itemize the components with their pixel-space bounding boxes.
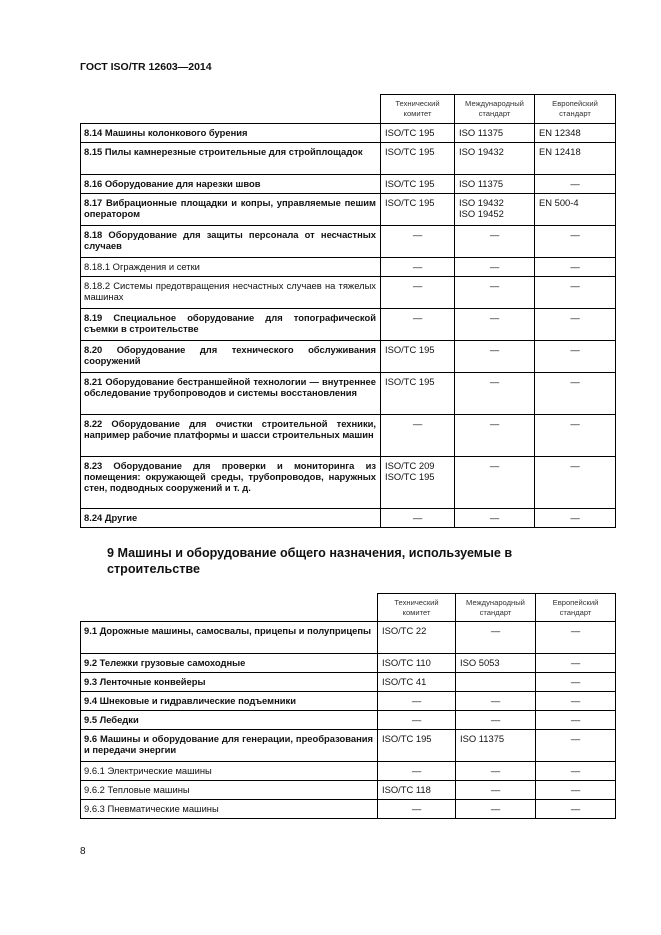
euro-standard-cell: — <box>535 341 616 373</box>
intl-standard-cell: — <box>455 258 535 277</box>
table-row <box>81 622 616 654</box>
euro-standard-cell: EN 500-4 <box>535 194 616 226</box>
header-blank-cell <box>81 95 381 124</box>
euro-standard-cell: — <box>536 673 616 692</box>
item-name-cell: 9.6.3 Пневматические машины <box>81 800 378 819</box>
item-name-cell: 9.3 Ленточные конвейеры <box>81 673 378 692</box>
table-row <box>81 124 616 143</box>
tech-committee-cell: — <box>381 258 455 277</box>
intl-standard-cell: — <box>455 341 535 373</box>
table-row <box>81 762 616 781</box>
item-name-cell: 8.14 Машины колонкового бурения <box>81 124 381 143</box>
tech-committee-cell: — <box>378 762 456 781</box>
euro-standard-cell: — <box>536 800 616 819</box>
intl-standard-cell <box>456 673 536 692</box>
table-row <box>81 277 616 309</box>
euro-standard-cell: — <box>535 509 616 528</box>
intl-standard-cell: — <box>456 800 536 819</box>
table-row <box>81 800 616 819</box>
euro-standard-cell: — <box>535 415 616 457</box>
euro-standard-cell: — <box>535 175 616 194</box>
euro-standard-cell: — <box>535 457 616 509</box>
section-9-title: 9 Машины и оборудование общего назначения, используемые в строительстве <box>107 546 513 576</box>
item-name-cell: 8.17 Вибрационные площадки и копры, управляемые пешим оператором <box>81 194 381 226</box>
table-row <box>81 309 616 341</box>
tech-committee-cell: — <box>381 226 455 258</box>
table-row <box>81 509 616 528</box>
col-header-euro-standard: Европейский стандарт <box>536 594 616 622</box>
euro-standard-cell: — <box>536 654 616 673</box>
intl-standard-cell: ISO 5053 <box>456 654 536 673</box>
item-name-cell: 8.18.1 Ограждения и сетки <box>81 258 381 277</box>
table-row <box>81 673 616 692</box>
euro-standard-cell: — <box>535 226 616 258</box>
tech-committee-cell: — <box>381 509 455 528</box>
tech-committee-cell: — <box>381 415 455 457</box>
euro-standard-cell: — <box>535 277 616 309</box>
item-name-cell: 8.19 Специальное оборудование для топографической съемки в строительстве <box>81 309 381 341</box>
euro-standard-cell: — <box>536 692 616 711</box>
tech-committee-cell: ISO/TC 118 <box>378 781 456 800</box>
tech-committee-cell: — <box>381 309 455 341</box>
intl-standard-cell: — <box>455 457 535 509</box>
tech-committee-cell: ISO/TC 195 <box>381 175 455 194</box>
euro-standard-cell: EN 12418 <box>535 143 616 175</box>
intl-standard-cell: — <box>456 692 536 711</box>
item-name-cell: 9.6.2 Тепловые машины <box>81 781 378 800</box>
header-blank-cell <box>81 594 378 622</box>
tech-committee-cell: ISO/TC 195 <box>381 194 455 226</box>
intl-standard-cell: ISO 11375 <box>455 175 535 194</box>
euro-standard-cell: — <box>536 762 616 781</box>
page-number: 8 <box>80 846 86 857</box>
tech-committee-cell: ISO/TC 22 <box>378 622 456 654</box>
tech-committee-cell: ISO/TC 41 <box>378 673 456 692</box>
euro-standard-cell: — <box>536 730 616 762</box>
euro-standard-cell: EN 12348 <box>535 124 616 143</box>
tech-committee-cell: ISO/TC 195 <box>381 373 455 415</box>
table-row <box>81 341 616 373</box>
tech-committee-cell: ISO/TC 110 <box>378 654 456 673</box>
item-name-cell: 8.23 Оборудование для проверки и мониторинга из помещения: окружающей среды, трубопроводов, наружных стен, подводных сооружений и т. д. <box>81 457 381 509</box>
col-header-intl-standard: Международный стандарт <box>456 594 536 622</box>
tech-committee-cell: ISO/TC 195 <box>381 341 455 373</box>
item-name-cell: 9.1 Дорожные машины, самосвалы, прицепы и полуприцепы <box>81 622 378 654</box>
item-name-cell: 8.24 Другие <box>81 509 381 528</box>
table-row <box>81 654 616 673</box>
item-name-cell: 9.4 Шнековые и гидравлические подъемники <box>81 692 378 711</box>
tech-committee-cell: ISO/TC 209 ISO/TC 195 <box>381 457 455 509</box>
item-name-cell: 8.18 Оборудование для защиты персонала от несчастных случаев <box>81 226 381 258</box>
table-row <box>81 258 616 277</box>
table-row <box>81 457 616 509</box>
item-name-cell: 9.6 Машины и оборудование для генерации, преобразования и передачи энергии <box>81 730 378 762</box>
standards-table-section-8 <box>80 94 616 528</box>
intl-standard-cell: — <box>455 309 535 341</box>
tech-committee-cell: — <box>378 692 456 711</box>
col-header-intl-standard: Международный стандарт <box>455 95 535 124</box>
col-header-euro-standard: Европейский стандарт <box>535 95 616 124</box>
col-header-tech-committee: Технический комитет <box>381 95 455 124</box>
tech-committee-cell: — <box>381 277 455 309</box>
intl-standard-cell: — <box>456 622 536 654</box>
table-row <box>81 415 616 457</box>
intl-standard-cell: — <box>455 277 535 309</box>
intl-standard-cell: — <box>456 762 536 781</box>
item-name-cell: 9.6.1 Электрические машины <box>81 762 378 781</box>
euro-standard-cell: — <box>535 309 616 341</box>
intl-standard-cell: — <box>455 373 535 415</box>
table-row <box>81 175 616 194</box>
intl-standard-cell: ISO 11375 <box>456 730 536 762</box>
table-header-row <box>81 594 616 622</box>
standards-table-section-9 <box>80 593 616 819</box>
item-name-cell: 9.5 Лебедки <box>81 711 378 730</box>
table-row <box>81 730 616 762</box>
intl-standard-cell: — <box>455 415 535 457</box>
table-row <box>81 692 616 711</box>
item-name-cell: 8.21 Оборудование бестраншейной технологии — внутреннее обследование трубопроводов и системы восстановления <box>81 373 381 415</box>
table-row <box>81 194 616 226</box>
item-name-cell: 8.18.2 Системы предотвращения несчастных случаев на тяжелых машинах <box>81 277 381 309</box>
item-name-cell: 8.16 Оборудование для нарезки швов <box>81 175 381 194</box>
table-row <box>81 226 616 258</box>
table-row <box>81 781 616 800</box>
item-name-cell: 8.20 Оборудование для технического обслуживания сооружений <box>81 341 381 373</box>
intl-standard-cell: ISO 11375 <box>455 124 535 143</box>
intl-standard-cell: ISO 19432 <box>455 143 535 175</box>
intl-standard-cell: — <box>456 781 536 800</box>
item-name-cell: 8.22 Оборудование для очистки строительной техники, например рабочие платформы и шасси строительных машин <box>81 415 381 457</box>
table-row <box>81 143 616 175</box>
euro-standard-cell: — <box>536 711 616 730</box>
col-header-tech-committee: Технический комитет <box>378 594 456 622</box>
table-body <box>81 622 616 819</box>
table-row <box>81 373 616 415</box>
tech-committee-cell: ISO/TC 195 <box>378 730 456 762</box>
table-body <box>81 124 616 528</box>
document-header: ГОСТ ISO/TR 12603—2014 <box>80 61 212 73</box>
item-name-cell: 9.2 Тележки грузовые самоходные <box>81 654 378 673</box>
tech-committee-cell: ISO/TC 195 <box>381 124 455 143</box>
tech-committee-cell: — <box>378 800 456 819</box>
intl-standard-cell: — <box>455 509 535 528</box>
intl-standard-cell: — <box>456 711 536 730</box>
intl-standard-cell: ISO 19432 ISO 19452 <box>455 194 535 226</box>
item-name-cell: 8.15 Пилы камнерезные строительные для стройплощадок <box>81 143 381 175</box>
euro-standard-cell: — <box>536 781 616 800</box>
intl-standard-cell: — <box>455 226 535 258</box>
euro-standard-cell: — <box>535 258 616 277</box>
tech-committee-cell: ISO/TC 195 <box>381 143 455 175</box>
tech-committee-cell: — <box>378 711 456 730</box>
euro-standard-cell: — <box>536 622 616 654</box>
euro-standard-cell: — <box>535 373 616 415</box>
table-row <box>81 711 616 730</box>
table-header-row <box>81 95 616 124</box>
